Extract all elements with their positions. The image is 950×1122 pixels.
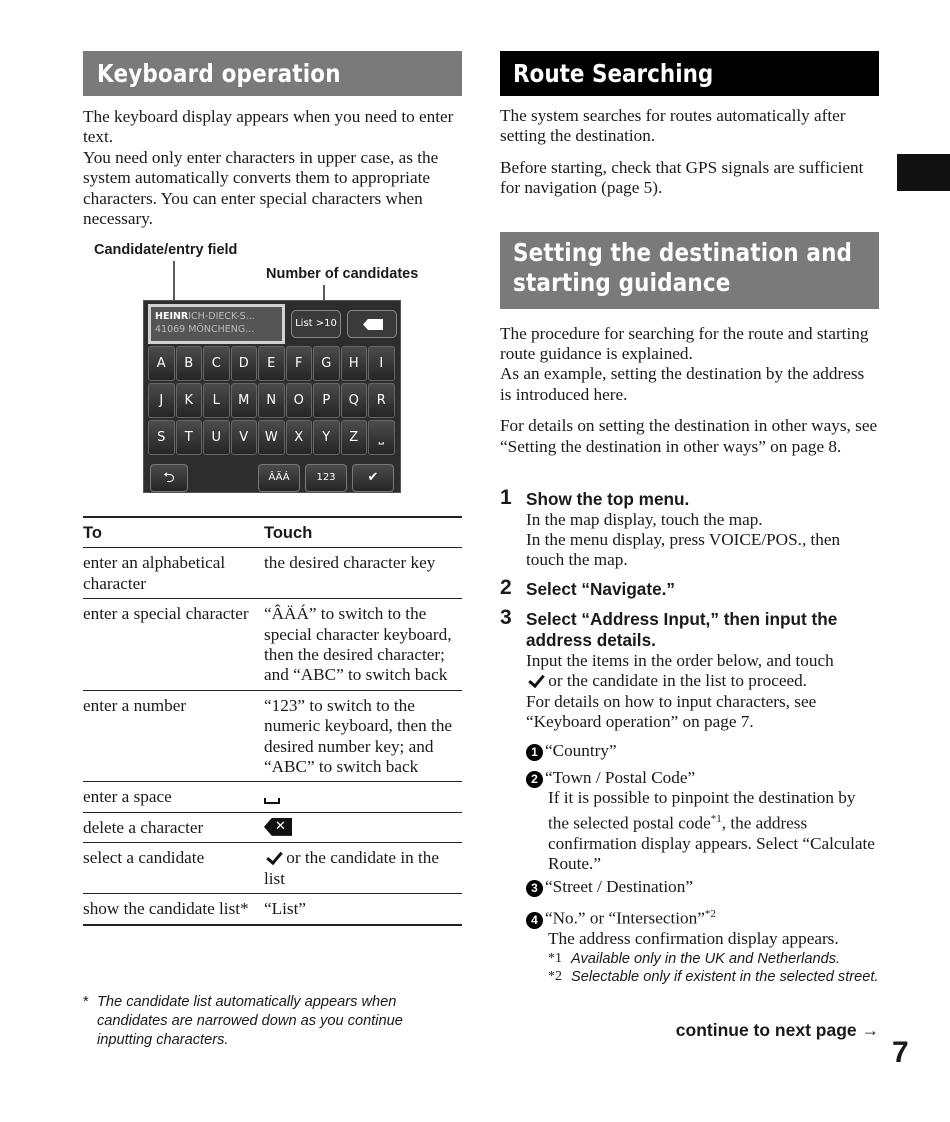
heading-route-searching: Route Searching bbox=[500, 51, 879, 96]
table-row: enter an alphabetical character the desired character key bbox=[83, 547, 462, 598]
intro-paragraph-2: You need only enter characters in upper case, as the system automatically converts them to appropriate characters. You can enter special characters when necessary. bbox=[83, 147, 439, 229]
sub-item-2: 2 “Town / Postal Code” If it is possible to pinpoint the destination by the selected postal code$^{*1}$, the address confirmation display appears. Select “Calculate Route.” bbox=[526, 768, 879, 875]
sub-item-1: 1 “Country” bbox=[526, 741, 879, 761]
back-key-icon: ⮌ bbox=[150, 464, 188, 492]
table-row: select a candidate or the candidate in the list bbox=[83, 842, 462, 893]
table-row: show the candidate list* “List” bbox=[83, 893, 462, 923]
continue-next-page: continue to next page → bbox=[675, 1020, 879, 1040]
callout-number-of-candidates: Number of candidates bbox=[266, 266, 419, 282]
table-row: enter a space bbox=[83, 781, 462, 811]
circled-number-2-icon: 2 bbox=[526, 771, 543, 788]
table-header-row bbox=[83, 518, 462, 547]
sub-item-4: 4 “No.” or “Intersection”$^{*2}$ The address confirmation display appears. *1 Available only in the UK and Netherlands. *2 Selectable only if existent in the selected street. bbox=[526, 904, 879, 986]
keyboard-key: T bbox=[176, 420, 203, 455]
keyboard-key: ⎵ bbox=[368, 420, 395, 455]
keyboard-key: G bbox=[313, 346, 340, 381]
keyboard-key: J bbox=[148, 383, 175, 418]
keyboard-key: F bbox=[286, 346, 313, 381]
keyboard-key: O bbox=[286, 383, 313, 418]
keyboard-key: H bbox=[341, 346, 368, 381]
setting-paragraph-2: As an example, setting the destination by the address is introduced here. bbox=[500, 364, 865, 404]
header-touch: Touch bbox=[264, 524, 313, 542]
table-footnote: * The candidate list automatically appears when candidates are narrowed down as you continue inputting characters. bbox=[83, 994, 403, 1048]
keyboard-key: Q bbox=[341, 383, 368, 418]
step-2: 2 Select “Navigate.” bbox=[500, 576, 676, 599]
setting-paragraph-1: The procedure for searching for the route and starting route guidance is explained. bbox=[500, 323, 869, 364]
keyboard-key: L bbox=[203, 383, 230, 418]
keyboard-key: E bbox=[258, 346, 285, 381]
ok-check-icon: ✔ bbox=[352, 464, 394, 492]
callout-entry-field: Candidate/entry field bbox=[94, 242, 238, 258]
sub-item-3: 3 “Street / Destination” bbox=[526, 877, 879, 897]
keyboard-key: V bbox=[231, 420, 258, 455]
keyboard-screenshot bbox=[143, 300, 401, 493]
circled-number-3-icon: 3 bbox=[526, 880, 543, 897]
keyboard-key: A bbox=[148, 346, 175, 381]
keyboard-key: D bbox=[231, 346, 258, 381]
numeric-key: 123 bbox=[305, 464, 347, 492]
keyboard-key: B bbox=[176, 346, 203, 381]
candidate-entry-field: HEINRICH-DIECK-S... 41069 MÖNCHENG... bbox=[148, 304, 285, 344]
route-paragraph-2: Before starting, check that GPS signals are sufficient for navigation (page 5). bbox=[500, 157, 864, 198]
table-row: enter a special character “ÂÄÁ” to switch to the special character keyboard, then the desired character; and “ABC” to switch back bbox=[83, 598, 462, 690]
checkmark-icon bbox=[264, 850, 282, 864]
section-tab-marker bbox=[897, 154, 950, 191]
footnote-2: *2 Selectable only if existent in the selected street. bbox=[548, 968, 879, 985]
keyboard-key: K bbox=[176, 383, 203, 418]
step-3: 3 Select “Address Input,” then input the address details. Input the items in the order below, and touch or the candidate in the list to proceed. For details on how to input characters, see “Keyboard operation” on page 7. bbox=[500, 606, 838, 732]
right-column bbox=[500, 51, 879, 457]
keyboard-key: U bbox=[203, 420, 230, 455]
circled-number-1-icon: 1 bbox=[526, 744, 543, 761]
checkmark-icon bbox=[526, 673, 544, 687]
keyboard-key: M bbox=[231, 383, 258, 418]
footnote-1: *1 Available only in the UK and Netherlands. bbox=[548, 950, 841, 967]
step-1: 1 Show the top menu. In the map display, touch the map. In the menu display, press VOICE/POS., then touch the map. bbox=[500, 486, 841, 570]
keyboard-key: S bbox=[148, 420, 175, 455]
delete-key-icon bbox=[347, 310, 397, 338]
delete-icon bbox=[264, 818, 292, 836]
keyboard-key: P bbox=[313, 383, 340, 418]
keyboard-key: I bbox=[368, 346, 395, 381]
space-icon bbox=[264, 798, 280, 804]
route-paragraph-1: The system searches for routes automatically after setting the destination. bbox=[500, 106, 846, 146]
operation-table bbox=[83, 516, 462, 926]
keyboard-key: W bbox=[258, 420, 285, 455]
header-to: To bbox=[83, 524, 102, 542]
page-number: 7 bbox=[892, 1036, 909, 1069]
intro-paragraph-1: The keyboard display appears when you need to enter text. bbox=[83, 107, 454, 147]
keyboard-key: Z bbox=[341, 420, 368, 455]
heading-setting-destination: Setting the destination and starting guidance bbox=[500, 232, 879, 309]
table-row: enter a number “123” to switch to the numeric keyboard, then the desired number key; and “ABC” to switch back bbox=[83, 690, 462, 782]
list-button: List >10 bbox=[291, 310, 341, 338]
setting-paragraph-3: For details on setting the destination in other ways, see “Setting the destination in other ways” on page 8. bbox=[500, 416, 878, 456]
keyboard-key: N bbox=[258, 383, 285, 418]
keyboard-key: R bbox=[368, 383, 395, 418]
special-char-key: ÂÄÁ bbox=[258, 464, 300, 492]
keyboard-key: C bbox=[203, 346, 230, 381]
keyboard-key: Y bbox=[313, 420, 340, 455]
heading-keyboard-operation: Keyboard operation bbox=[83, 51, 462, 96]
table-row: delete a character ✕ bbox=[83, 812, 462, 842]
keyboard-key: X bbox=[286, 420, 313, 455]
circled-number-4-icon: 4 bbox=[526, 912, 543, 929]
